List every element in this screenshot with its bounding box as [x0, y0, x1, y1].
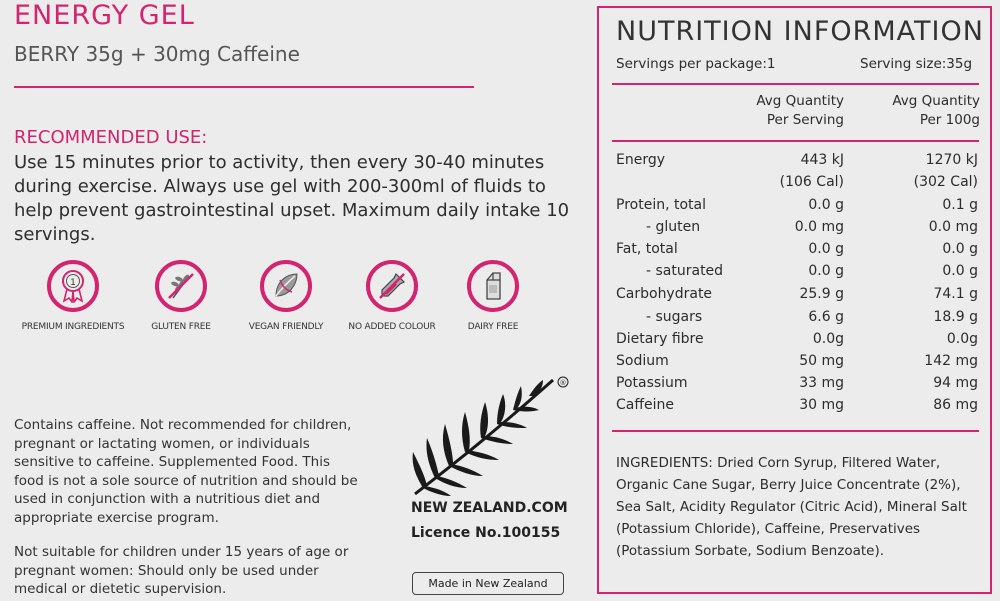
per-serving-value: 33 mg	[799, 375, 844, 391]
svg-text:1: 1	[70, 278, 76, 288]
per-serving-value: 30 mg	[799, 397, 844, 413]
panel-divider	[612, 83, 979, 85]
nutrition-row	[616, 263, 978, 285]
nutrient-name: Protein, total	[616, 197, 706, 213]
per-serving-value: 6.6 g	[808, 309, 844, 325]
made-in-nz-badge: Made in New Zealand	[412, 572, 564, 595]
per-100g-value: 142 mg	[924, 353, 978, 369]
dropper-icon	[366, 260, 418, 312]
nutrition-title: NUTRITION INFORMATION	[616, 16, 984, 47]
per-100g-value: 94 mg	[933, 375, 978, 391]
per-100g-value: 0.0 mg	[928, 219, 978, 235]
title-divider	[14, 86, 474, 88]
per-serving-value: (106 Cal)	[779, 174, 844, 190]
nz-website: NEW ZEALAND.COM	[411, 500, 568, 516]
per-serving-value: 25.9 g	[799, 286, 844, 302]
silver-fern-logo	[403, 372, 573, 502]
recommended-use-heading: RECOMMENDED USE:	[14, 127, 208, 148]
serving-size: Serving size:35g	[860, 56, 973, 72]
trademark-symbol: ®	[559, 379, 567, 387]
ingredients-list: INGREDIENTS: Dried Corn Syrup, Filtered Water, Organic Cane Sugar, Berry Juice Concentrate (2%), Sea Salt, Acidity Regulator (Citric Acid), Mineral Salt (Potassium Chloride), Caffeine, Preservatives (Potassium Sorbate, Sodium Benzoate).	[616, 455, 967, 559]
badge-gluten-free	[121, 260, 241, 332]
badge-dairy-free	[433, 260, 553, 332]
recommended-use-text: Use 15 minutes prior to activity, then every 30-40 minutes during exercise. Always use gel with 200-300ml of fluids to help prevent gastrointestinal upset. Maximum daily intake 10 servings.	[14, 152, 570, 245]
per-serving-value: 0.0 mg	[794, 219, 844, 235]
per-100g-value: 86 mg	[933, 397, 978, 413]
per-serving-value: 443 kJ	[800, 152, 844, 168]
nutrient-name: - gluten	[646, 219, 701, 235]
badge-premium-ingredients	[13, 260, 133, 332]
nutrient-name: Potassium	[616, 375, 688, 391]
nutrition-row	[616, 219, 978, 241]
badge-label: NO ADDED COLOUR	[348, 322, 436, 332]
col-header-per-serving	[740, 93, 844, 128]
licence-number: Licence No.100155	[411, 525, 561, 541]
badge-label: PREMIUM INGREDIENTS	[21, 322, 125, 332]
nutrition-row	[616, 397, 978, 419]
nutrient-name: Carbohydrate	[616, 286, 713, 302]
per-serving-value: 0.0 g	[808, 263, 844, 279]
nutrient-name: Fat, total	[616, 241, 678, 257]
nutrient-name: Energy	[616, 152, 666, 168]
per-100g-value: 18.9 g	[933, 309, 978, 325]
nutrition-row-energy-cal	[616, 174, 978, 196]
nutrient-name: Dietary fibre	[616, 331, 704, 347]
badge-label: GLUTEN FREE	[151, 322, 211, 332]
per-serving-value: 0.0 g	[808, 197, 844, 213]
children-warning: Not suitable for children under 15 years of age or pregnant women: Should only be used under medical or dietetic supervision.	[14, 544, 349, 597]
per-100g-value: 0.0 g	[942, 241, 978, 257]
panel-divider	[612, 430, 979, 432]
nutrition-row	[616, 197, 978, 219]
nutrient-name: Sodium	[616, 353, 669, 369]
product-subtitle: BERRY 35g + 30mg Caffeine	[14, 42, 300, 66]
per-100g-value: 1270 kJ	[925, 152, 978, 168]
badge-label: VEGAN FRIENDLY	[248, 322, 324, 332]
col-header-line: Per 100g	[919, 112, 980, 128]
panel-divider	[612, 140, 979, 142]
per-serving-value: 50 mg	[799, 353, 844, 369]
caffeine-warning: Contains caffeine. Not recommended for children, pregnant or lactating women, or individuals sensitive to caffeine. Supplemented Food. This food is not a sole source of nutrition and should be used in conjunction with a nutritious diet and appropriate exercise program.	[14, 417, 358, 526]
leaf-icon	[260, 260, 312, 312]
nutrient-name: - saturated	[646, 263, 724, 279]
col-header-line: Per Serving	[766, 112, 844, 128]
col-header-line: Avg Quantity	[892, 93, 980, 109]
nutrition-row	[616, 309, 978, 331]
nutrition-row	[616, 241, 978, 263]
nutrition-row-energy	[616, 152, 978, 174]
per-serving-value: 0.0g	[812, 331, 844, 347]
per-100g-value: 0.1 g	[942, 197, 978, 213]
per-100g-value: 74.1 g	[933, 286, 978, 302]
milk-carton-icon	[467, 260, 519, 312]
badge-vegan-friendly	[226, 260, 346, 332]
col-header-line: Avg Quantity	[756, 93, 844, 109]
col-header-per-100g	[870, 93, 980, 128]
per-100g-value: (302 Cal)	[913, 174, 978, 190]
nutrition-row	[616, 375, 978, 397]
nutrition-row	[616, 331, 978, 353]
nutrition-row	[616, 286, 978, 308]
product-title: ENERGY GEL	[14, 0, 195, 31]
nutrition-row	[616, 353, 978, 375]
ribbon-icon	[47, 260, 99, 312]
per-serving-value: 0.0 g	[808, 241, 844, 257]
badge-label: DAIRY FREE	[467, 322, 519, 332]
nutrient-name: - sugars	[646, 309, 703, 325]
wheat-icon	[155, 260, 207, 312]
servings-per-package: Servings per package:1	[616, 56, 776, 72]
per-100g-value: 0.0 g	[942, 263, 978, 279]
nutrient-name: Caffeine	[616, 397, 674, 413]
per-100g-value: 0.0g	[946, 331, 978, 347]
